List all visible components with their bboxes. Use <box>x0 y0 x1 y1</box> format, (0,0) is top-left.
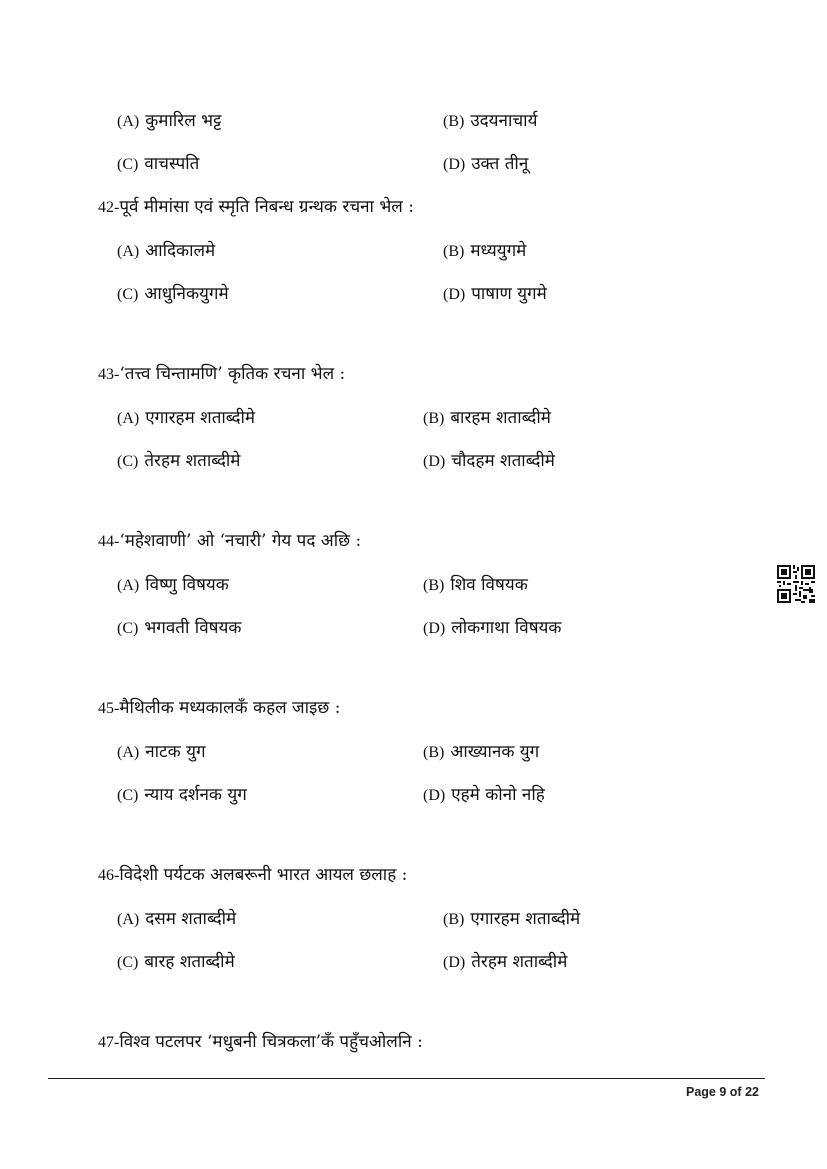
option-d: (D) एहमे कोनो नहि <box>423 785 545 805</box>
page-number: Page 9 of 22 <box>685 1085 759 1099</box>
option-a: (A) विष्णु विषयक <box>117 575 229 595</box>
question-47: 47-विश्व पटलपर ‘मधुबनी चित्रकला’कँ पहुँचओलनि : <box>98 1032 423 1052</box>
option-b: (B) आख्यानक युग <box>423 742 540 762</box>
question-43: 43-‘तत्त्व चिन्तामणि’ कृतिक रचना भेल : <box>98 364 346 384</box>
option-b: (B) मध्ययुगमे <box>443 241 527 261</box>
option-c: (C) तेरहम शताब्दीमे <box>117 451 241 471</box>
question-45: 45-मैथिलीक मध्यकालकँ कहल जाइछ : <box>98 698 341 718</box>
option-b: (B) बारहम शताब्दीमे <box>423 408 551 428</box>
option-a: (A) कुमारिल भट्ट <box>117 111 222 131</box>
option-d: (D) लोकगाथा विषयक <box>423 618 562 638</box>
question-42: 42-पूर्व मीमांसा एवं स्मृति निबन्ध ग्रन्थक रचना भेल : <box>98 197 414 217</box>
option-a: (A) नाटक युग <box>117 742 206 762</box>
option-c: (C) बारह शताब्दीमे <box>117 952 235 972</box>
option-d: (D) उक्त तीनू <box>443 154 529 174</box>
footer-divider <box>48 1078 765 1079</box>
option-c: (C) वाचस्पति <box>117 154 200 174</box>
option-c: (C) आधुनिकयुगमे <box>117 284 229 304</box>
option-b: (B) एगारहम शताब्दीमे <box>443 909 581 929</box>
qr-code-icon <box>777 565 815 603</box>
question-46: 46-विदेशी पर्यटक अलबरूनी भारत आयल छलाह : <box>98 865 408 885</box>
option-a: (A) एगारहम शताब्दीमे <box>117 408 256 428</box>
question-44: 44-‘महेशवाणी’ ओ ‘नचारी’ गेय पद अछि : <box>98 531 362 551</box>
option-a: (A) दसम शताब्दीमे <box>117 909 237 929</box>
option-d: (D) तेरहम शताब्दीमे <box>443 952 568 972</box>
option-c: (C) भगवती विषयक <box>117 618 242 638</box>
option-a: (A) आदिकालमे <box>117 241 216 261</box>
option-b: (B) उदयनाचार्य <box>443 111 538 131</box>
option-c: (C) न्याय दर्शनक युग <box>117 785 247 805</box>
option-d: (D) पाषाण युगमे <box>443 284 547 304</box>
option-b: (B) शिव विषयक <box>423 575 528 595</box>
option-d: (D) चौदहम शताब्दीमे <box>423 451 555 471</box>
